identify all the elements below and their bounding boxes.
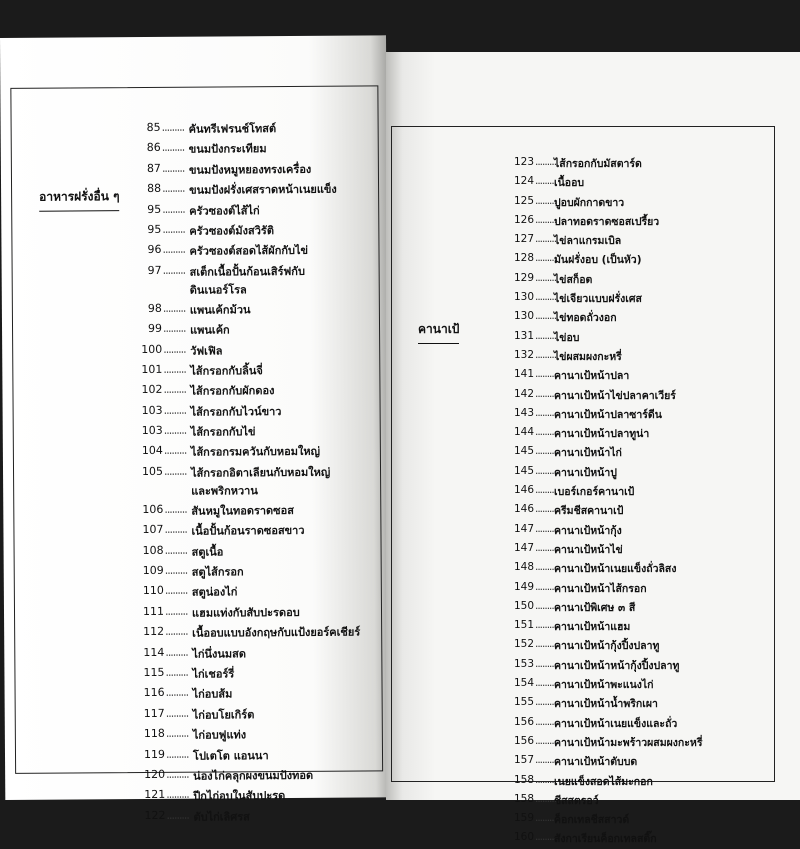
toc-title-continuation: ดินเนอร์โรล xyxy=(190,280,247,298)
toc-page-number: 131 xyxy=(504,330,534,342)
dot-leader: ......... xyxy=(535,735,556,747)
toc-page-number: 155 xyxy=(504,696,534,708)
right-page xyxy=(386,52,800,800)
dot-leader: ......... xyxy=(535,310,556,322)
toc-page-number: 144 xyxy=(504,426,534,438)
toc-title: ไส้กรอกกับไข่ xyxy=(191,422,256,440)
toc-page-number: 116 xyxy=(135,686,165,699)
dot-leader: ......... xyxy=(535,754,556,766)
dot-leader: ......... xyxy=(162,243,185,256)
toc-page-number: 146 xyxy=(504,503,534,515)
dot-leader: ......... xyxy=(162,141,185,154)
dot-leader: ......... xyxy=(166,747,189,760)
toc-title: คานาเป้พิเศษ ๓ สี xyxy=(554,599,635,616)
dot-leader: ......... xyxy=(535,445,556,457)
toc-page-number: 127 xyxy=(504,233,534,245)
dot-leader: ......... xyxy=(165,543,188,556)
dot-leader: ......... xyxy=(535,175,556,187)
toc-page-number: 99 xyxy=(132,322,162,335)
toc-title: คานาเป้หน้ามะพร้าวผสมผงกะหรี่ xyxy=(554,734,702,751)
toc-title: ไข่ทอดถั่วงอก xyxy=(554,309,617,326)
dot-leader: ......... xyxy=(535,407,556,419)
toc-title: ครัวซองต์สอดไส้ผักกับไข่ xyxy=(189,241,308,260)
toc-page-number: 159 xyxy=(504,812,534,824)
dot-leader: ......... xyxy=(535,793,556,805)
dot-leader: ......... xyxy=(165,625,188,638)
toc-title: ไส้กรอกกับผักดอง xyxy=(190,381,274,400)
toc-title: ไก่อบส้ม xyxy=(193,685,233,703)
dot-leader: ......... xyxy=(163,301,186,314)
dot-leader: ......... xyxy=(164,403,187,416)
dot-leader: ......... xyxy=(162,202,185,215)
toc-title: ไส้กรอกกับมัสตาร์ด xyxy=(554,155,642,172)
dot-leader: ......... xyxy=(165,605,188,618)
toc-page-number: 156 xyxy=(504,716,534,728)
dot-leader: ......... xyxy=(535,677,556,689)
section-label-canape: คานาเป้ xyxy=(418,320,459,339)
dot-leader: ......... xyxy=(163,383,186,396)
toc-page-number: 103 xyxy=(133,404,163,417)
toc-title: โปเตโต แอนนา xyxy=(193,746,269,765)
toc-page-number: 100 xyxy=(132,342,162,355)
toc-title: คานาเป้หน้าเนยแข็งและถั่ว xyxy=(554,715,677,732)
dot-leader: ......... xyxy=(535,600,556,612)
dot-leader: ......... xyxy=(535,774,556,786)
toc-title: ครัวซองต์มังสวิรัติ xyxy=(189,221,274,240)
toc-title: เบอร์เกอร์คานาเป้ xyxy=(554,483,634,500)
toc-page-number: 95 xyxy=(131,223,161,236)
toc-page-number: 147 xyxy=(504,542,534,554)
toc-title: ไข่ลาแกรมเบิล xyxy=(554,232,621,249)
toc-title: คานาเป้หน้าไก่ xyxy=(554,444,622,461)
toc-page-number: 146 xyxy=(504,484,534,496)
toc-title: ค็อกเทลชีสสาวด์ xyxy=(554,811,629,828)
toc-page-number: 156 xyxy=(504,735,534,747)
toc-title: สันหมูในทอดราดซอส xyxy=(191,501,294,520)
toc-title: น่องไก่คลุกผงขนมปังทอด xyxy=(193,766,313,785)
dot-leader: ......... xyxy=(165,666,188,679)
toc-page-number: 157 xyxy=(504,754,534,766)
toc-title: คานาเป้หน้ากุ้งปิ้งปลาทู xyxy=(554,637,659,654)
toc-page-number: 141 xyxy=(504,368,534,380)
dot-leader: ......... xyxy=(535,214,556,226)
toc-title: มันฝรั่งอบ (เป็นหัว) xyxy=(554,251,642,268)
dot-leader: ......... xyxy=(535,388,556,400)
toc-title: ปีกไก่อบในสับปะรด xyxy=(193,786,285,805)
toc-page-number: 102 xyxy=(132,383,162,396)
toc-page-number: 153 xyxy=(504,658,534,670)
dot-leader: ......... xyxy=(166,788,189,801)
toc-title: คานาเป้หน้าไข่ xyxy=(554,541,623,558)
toc-title: ขนมปังหมูหยองทรงเครื่อง xyxy=(189,160,311,179)
toc-title: ไส้กรอกกับลิ้นจี่ xyxy=(190,361,263,380)
toc-page-number: 87 xyxy=(131,162,161,175)
dot-leader: ......... xyxy=(535,581,556,593)
toc-page-number: 125 xyxy=(504,195,534,207)
dot-leader: ......... xyxy=(535,696,556,708)
toc-page-number: 107 xyxy=(133,523,163,536)
toc-page-number: 145 xyxy=(504,445,534,457)
toc-page-number: 142 xyxy=(504,388,534,400)
toc-page-number: 95 xyxy=(131,202,161,215)
toc-title: ปูอบผักกาดขาว xyxy=(554,194,624,211)
toc-page-number: 111 xyxy=(134,605,164,618)
toc-title: ชีสสตรอว์ xyxy=(554,792,599,809)
toc-page-number: 149 xyxy=(504,581,534,593)
toc-title: ไข่เจียวแบบฝรั่งเศส xyxy=(554,290,642,307)
toc-page-number: 158 xyxy=(504,774,534,786)
dot-leader: ......... xyxy=(535,368,556,380)
toc-title: เนื้ออบ xyxy=(554,174,584,191)
toc-page-number: 119 xyxy=(135,747,165,760)
toc-page-number: 106 xyxy=(133,503,163,516)
toc-title: สเต็กเนื้อปั้นก้อนเสิร์ฟกับ xyxy=(190,262,305,281)
toc-title: ปลาทอดราดซอสเปรี้ยว xyxy=(554,213,659,230)
toc-page-number: 147 xyxy=(504,523,534,535)
toc-page-number: 124 xyxy=(504,175,534,187)
toc-title: คานาเป้หน้าไข่ปลาคาเวียร์ xyxy=(554,387,676,404)
toc-page-number: 108 xyxy=(134,544,164,557)
toc-title: ไก่อบโยเกิร์ต xyxy=(193,705,255,723)
toc-title: ตับไก่เลิศรส xyxy=(193,807,250,825)
dot-leader: ......... xyxy=(535,195,556,207)
toc-title: แพนเค้กม้วน xyxy=(190,300,251,318)
toc-title: คานาเป้หน้าไส้กรอก xyxy=(554,580,647,597)
dot-leader: ......... xyxy=(535,330,556,342)
dot-leader: ......... xyxy=(165,645,188,658)
toc-page-number: 130 xyxy=(504,310,534,322)
toc-page-number: 152 xyxy=(504,638,534,650)
toc-page-number: 118 xyxy=(135,727,165,740)
toc-page-number: 126 xyxy=(504,214,534,226)
toc-title: ไก่นึ่งนมสด xyxy=(192,644,246,662)
toc-title: สตูเนื้อ xyxy=(192,542,224,560)
section-label-western-food: อาหารฝรั่งอื่น ๆ xyxy=(39,187,120,207)
dot-leader: ......... xyxy=(164,444,187,457)
toc-title: คันทรีเฟรนช์โทสต์ xyxy=(189,119,277,138)
toc-page-number: 151 xyxy=(504,619,534,631)
dot-leader: ......... xyxy=(535,561,556,573)
toc-page-number: 112 xyxy=(134,625,164,638)
toc-title: คานาเป้หน้าพะแนงไก่ xyxy=(554,676,654,693)
toc-title: ไส้กรอกอิตาเลียนกับหอมใหญ่ xyxy=(191,463,330,482)
toc-title: ครัวซองต์ไส้ไก่ xyxy=(189,201,260,219)
dot-leader: ......... xyxy=(164,503,187,516)
toc-page-number: 123 xyxy=(504,156,534,168)
toc-title: คานาเป้หน้าปลาทูน่า xyxy=(554,425,649,442)
toc-title: คานาเป้หน้าหน้ากุ้งปิ้งปลาทู xyxy=(554,657,679,674)
dot-leader: ......... xyxy=(535,272,556,284)
dot-leader: ......... xyxy=(164,523,187,536)
toc-title-continuation: และพริกหวาน xyxy=(191,481,258,499)
toc-title: คานาเป้หน้าแฮม xyxy=(554,618,630,635)
toc-title: ไข่อบ xyxy=(554,329,579,346)
dot-leader: ......... xyxy=(535,233,556,245)
toc-page-number: 103 xyxy=(133,424,163,437)
toc-page-number: 97 xyxy=(132,264,162,277)
dot-leader: ......... xyxy=(163,363,186,376)
toc-title: เนื้ออบแบบอังกฤษกับแป้งยอร์คเชียร์ xyxy=(192,623,360,642)
toc-page-number: 128 xyxy=(504,252,534,264)
dot-leader: ......... xyxy=(166,727,189,740)
left-page xyxy=(0,35,391,800)
toc-title: ไก่อบฟูแท่ง xyxy=(193,725,246,743)
dot-leader: ......... xyxy=(535,503,556,515)
toc-title: คานาเป้หน้าเนยแข็งถั่วลิสง xyxy=(554,560,676,577)
dot-leader: ......... xyxy=(166,686,189,699)
toc-page-number: 96 xyxy=(131,243,161,256)
toc-page-number: 130 xyxy=(504,291,534,303)
toc-page-number: 145 xyxy=(504,465,534,477)
dot-leader: ......... xyxy=(535,156,556,168)
toc-title: ขนมปังกระเทียม xyxy=(189,140,267,159)
toc-title: คานาเป้หน้าปู xyxy=(554,464,617,481)
toc-page-number: 117 xyxy=(135,707,165,720)
toc-page-number: 160 xyxy=(504,831,534,843)
toc-page-number: 132 xyxy=(504,349,534,361)
toc-page-number: 121 xyxy=(135,788,165,801)
toc-title: ไข่ผสมผงกะหรี่ xyxy=(554,348,622,365)
dot-leader: ......... xyxy=(164,424,187,437)
toc-title: สังกาเรียนค็อกเทลสติ๊ก xyxy=(554,830,657,847)
dot-leader: ......... xyxy=(163,342,186,355)
toc-title: คานาเป้หน้าปลา xyxy=(554,367,629,384)
dot-leader: ......... xyxy=(535,426,556,438)
toc-title: ขนมปังฝรั่งเศสราดหน้าเนยแข็ง xyxy=(189,180,337,199)
toc-title: ไก่เชอร์รี่ xyxy=(192,664,234,682)
dot-leader: ......... xyxy=(162,182,185,195)
toc-page-number: 101 xyxy=(132,363,162,376)
toc-page-number: 143 xyxy=(504,407,534,419)
toc-page-number: 104 xyxy=(133,444,163,457)
dot-leader: ......... xyxy=(162,121,185,134)
toc-title: คานาเป้หน้าตับบด xyxy=(554,753,637,770)
dot-leader: ......... xyxy=(535,812,556,824)
toc-page-number: 85 xyxy=(131,121,161,134)
dot-leader: ......... xyxy=(162,161,185,174)
dot-leader: ......... xyxy=(535,523,556,535)
dot-leader: ......... xyxy=(162,223,185,236)
toc-title: คานาเป้หน้าน้ำพริกเผา xyxy=(554,695,658,712)
toc-title: ไข่สก็อต xyxy=(554,271,592,288)
dot-leader: ......... xyxy=(163,263,186,276)
dot-leader: ......... xyxy=(535,831,556,843)
dot-leader: ......... xyxy=(163,322,186,335)
toc-title: เนยแข็งสอดไส้มะกอก xyxy=(554,773,653,790)
toc-page-number: 158 xyxy=(504,793,534,805)
toc-page-number: 150 xyxy=(504,600,534,612)
dot-leader: ......... xyxy=(535,716,556,728)
toc-title: ครีมชีสคานาเป้ xyxy=(554,502,623,519)
toc-title: สตูไส้กรอก xyxy=(192,562,244,580)
dot-leader: ......... xyxy=(535,542,556,554)
toc-title: คานาเป้หน้ากุ้ง xyxy=(554,522,622,539)
toc-title: แพนเค้ก xyxy=(190,321,230,339)
dot-leader: ......... xyxy=(535,619,556,631)
dot-leader: ......... xyxy=(535,349,556,361)
toc-page-number: 122 xyxy=(135,809,165,822)
toc-page-number: 105 xyxy=(133,465,163,478)
dot-leader: ......... xyxy=(535,465,556,477)
toc-title: คานาเป้หน้าปลาซาร์ดีน xyxy=(554,406,662,423)
toc-page-number: 98 xyxy=(132,302,162,315)
toc-page-number: 109 xyxy=(134,564,164,577)
dot-leader: ......... xyxy=(535,252,556,264)
dot-leader: ......... xyxy=(535,658,556,670)
dot-leader: ......... xyxy=(535,484,556,496)
toc-page-number: 88 xyxy=(131,182,161,195)
toc-title: วัฟเฟิล xyxy=(190,341,222,359)
toc-page-number: 114 xyxy=(134,645,164,658)
dot-leader: ......... xyxy=(166,768,189,781)
toc-page-number: 129 xyxy=(504,272,534,284)
toc-page-number: 120 xyxy=(135,768,165,781)
toc-title: แฮมแท่งกับสับปะรดอบ xyxy=(192,603,300,622)
toc-page-number: 148 xyxy=(504,561,534,573)
toc-page-number: 86 xyxy=(131,141,161,154)
dot-leader: ......... xyxy=(535,291,556,303)
toc-title: เนื้อปั้นก้อนราดซอสขาว xyxy=(191,521,304,540)
dot-leader: ......... xyxy=(164,465,187,478)
toc-page-number: 154 xyxy=(504,677,534,689)
toc-title: ไส้กรอกรมควันกับหอมใหญ่ xyxy=(191,442,320,461)
dot-leader: ......... xyxy=(166,808,189,821)
dot-leader: ......... xyxy=(165,584,188,597)
toc-page-number: 110 xyxy=(134,584,164,597)
toc-page-number: 115 xyxy=(134,666,164,679)
toc-title: สตูน่องไก่ xyxy=(192,583,238,601)
toc-title: ไส้กรอกกับไวน์ขาว xyxy=(191,402,282,421)
dot-leader: ......... xyxy=(535,638,556,650)
dot-leader: ......... xyxy=(166,706,189,719)
dot-leader: ......... xyxy=(165,564,188,577)
